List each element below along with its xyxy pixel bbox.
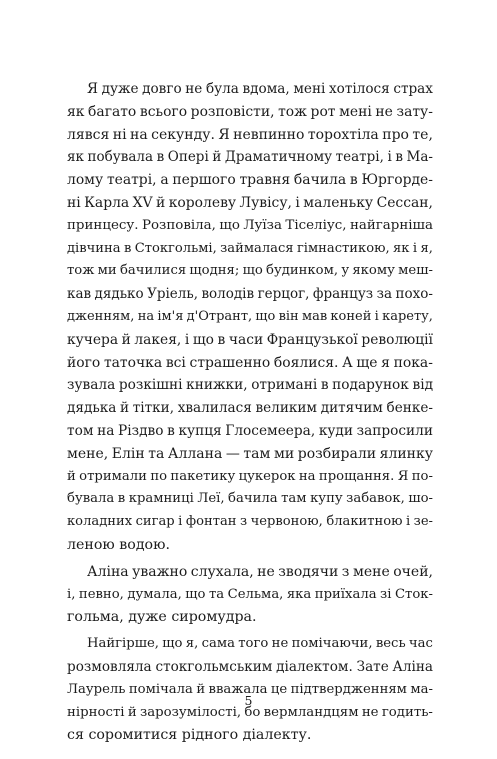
- text-line: дженням, на ім'я д'Отрант, що він мав коней і карету,: [67, 308, 433, 324]
- text-line: мене, Елін та Аллана — там ми розбирали ялинку: [67, 445, 433, 462]
- text-line: кав дядько Уріель, володів герцог, француз за похо-: [67, 286, 433, 303]
- paragraph: [67, 78, 433, 557]
- text-line: як побувала в Опері й Драматичному театрі, і в Ма-: [67, 149, 433, 166]
- text-line: розмовляла стокгольмським діалектом. Зате Аліна: [67, 658, 433, 675]
- text-line: коладних сигар і фонтан з червоною, блакитною і зе-: [67, 514, 433, 530]
- text-line: кучера й лакея, і що в часи Французької революції: [67, 331, 433, 348]
- text-line: лявся ні на секунду. Я невпинно торохтіла про те,: [67, 126, 433, 143]
- text-line: гольма, дуже сиромудра.: [67, 609, 257, 626]
- paragraph: [67, 633, 433, 747]
- text-line: його таточка всі страшенно боялися. А ще я пока-: [67, 354, 433, 371]
- paragraph: [67, 561, 433, 629]
- text-line: й отримали по пакетику цукерок на прощання. Я по-: [67, 468, 433, 484]
- text-line: тож ми бачилися щодня; що будинком, у якому меш-: [67, 263, 433, 279]
- text-line: Аліна уважно слухала, не зводячи з мене очей,: [87, 563, 433, 580]
- text-line: ся соромитися рідного діалекту.: [67, 727, 312, 744]
- text-line: Лаурель помічала й вважала це підтвердженням ма-: [67, 681, 433, 697]
- text-line: принцесу. Розповіла, що Луїза Тіселіус, найгарніша: [67, 217, 433, 233]
- text-line: ні Карла XV й королеву Лувісу, і маленьку Сессан,: [67, 194, 433, 211]
- text-line: і, певно, думала, що та Сельма, яка приїхала зі Сток-: [67, 586, 433, 602]
- text-line: нірності й зарозумілості, бо вермландцям не годить-: [67, 704, 433, 720]
- text-line: Найгірше, що я, сама того не помічаючи, весь час: [87, 636, 433, 652]
- text-line: як багато всього розповісти, тож рот мені не зату-: [67, 103, 433, 120]
- text-line: дядька й тітки, хвалилася великим дитячим бенке-: [67, 400, 433, 417]
- text-line: зувала розкішні книжки, отримані в подарунок від: [67, 377, 433, 394]
- text-line: леною водою.: [67, 536, 170, 553]
- text-line: бувала в крамниці Леї, бачила там купу забавок, шо-: [67, 491, 433, 507]
- page-number: 5: [244, 693, 253, 708]
- text-line: Я дуже довго не була вдома, мені хотілося страх: [87, 81, 433, 97]
- text-line: дівчина в Стокгольмі, займалася гімнастикою, як і я,: [67, 240, 433, 256]
- text-line: лому театрі, а першого травня бачила в Юргорде-: [67, 172, 433, 189]
- text-line: том на Різдво в купця Глосемеера, куди запросили: [67, 422, 433, 439]
- body-text: [67, 78, 433, 747]
